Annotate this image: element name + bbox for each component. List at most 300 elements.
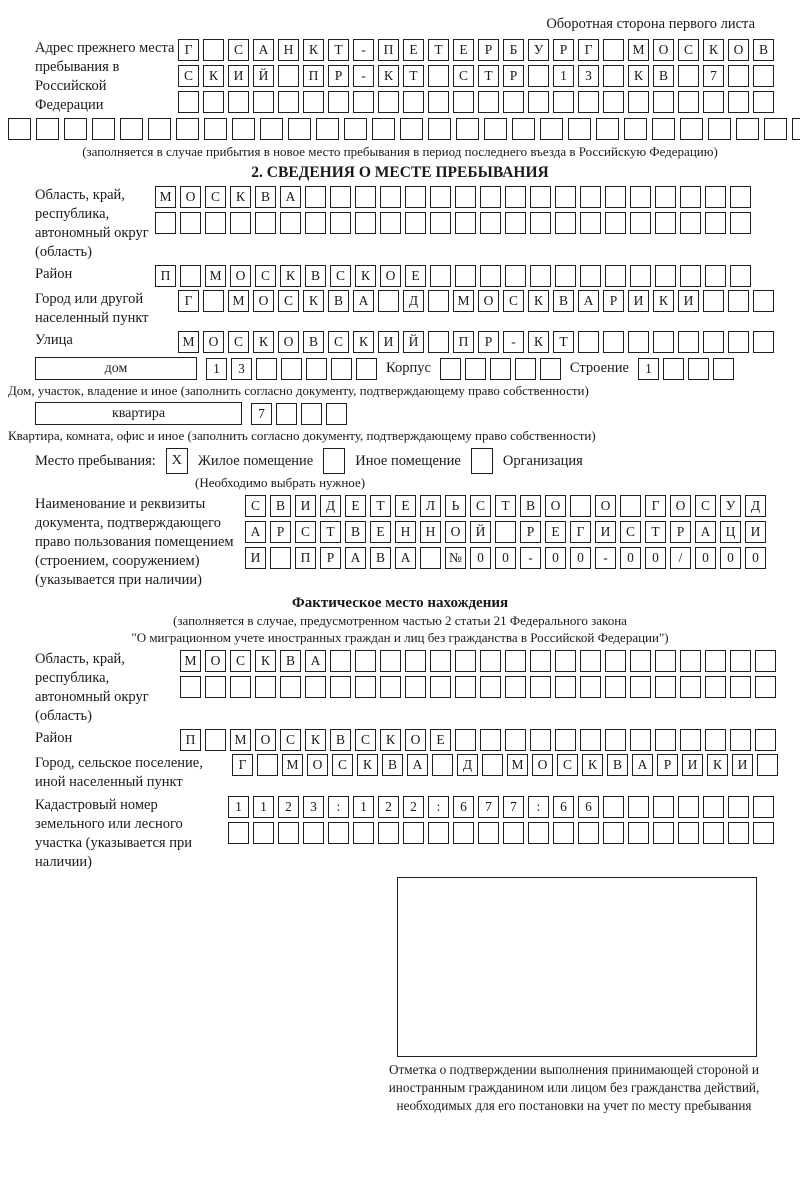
char-box[interactable] [278,65,299,87]
char-box[interactable] [257,754,278,776]
char-box[interactable] [540,358,561,380]
prev-address-row-1[interactable] [178,39,800,61]
char-box[interactable] [655,265,676,287]
char-box[interactable]: 0 [620,547,641,569]
char-box[interactable] [503,822,524,844]
char-box[interactable] [605,212,626,234]
char-box[interactable] [203,290,224,312]
char-box[interactable] [178,91,199,113]
char-box[interactable]: И [295,495,316,517]
checkbox-inoe-pomeshchenie[interactable] [323,448,345,474]
char-box[interactable] [92,118,115,140]
char-box[interactable] [755,650,776,672]
char-box[interactable] [428,118,451,140]
char-box[interactable] [430,186,451,208]
char-box[interactable]: Д [320,495,341,517]
char-box[interactable] [465,358,486,380]
char-box[interactable] [553,91,574,113]
char-box[interactable] [515,358,536,380]
char-box[interactable] [405,186,426,208]
char-box[interactable]: 1 [553,65,574,87]
char-box[interactable] [730,186,751,208]
char-box[interactable] [580,650,601,672]
char-box[interactable] [205,729,226,751]
char-box[interactable]: П [155,265,176,287]
char-box[interactable] [440,358,461,380]
char-box[interactable] [653,796,674,818]
char-box[interactable]: У [528,39,549,61]
char-box[interactable] [430,676,451,698]
char-box[interactable] [505,650,526,672]
char-box[interactable]: Р [270,521,291,543]
char-box[interactable] [306,358,327,380]
char-box[interactable] [512,118,535,140]
char-box[interactable] [680,729,701,751]
char-box[interactable]: Е [430,729,451,751]
char-box[interactable]: М [628,39,649,61]
document-row-1[interactable] [245,495,800,517]
char-box[interactable]: Р [603,290,624,312]
char-box[interactable]: О [255,729,276,751]
char-box[interactable] [603,39,624,61]
char-box[interactable]: В [753,39,774,61]
char-box[interactable] [480,650,501,672]
char-box[interactable]: М [178,331,199,353]
char-box[interactable] [688,358,709,380]
char-box[interactable]: Е [545,521,566,543]
char-box[interactable] [503,91,524,113]
char-box[interactable] [580,186,601,208]
char-box[interactable]: А [305,650,326,672]
char-box[interactable] [270,547,291,569]
char-box[interactable]: О [380,265,401,287]
char-box[interactable] [203,39,224,61]
char-box[interactable] [530,676,551,698]
char-box[interactable]: И [745,521,766,543]
char-box[interactable]: П [453,331,474,353]
char-box[interactable] [403,822,424,844]
char-box[interactable]: Л [420,495,441,517]
actual-city-row[interactable] [232,754,800,776]
char-box[interactable]: Р [553,39,574,61]
char-box[interactable]: А [280,186,301,208]
char-box[interactable] [344,118,367,140]
char-box[interactable] [260,118,283,140]
char-box[interactable] [280,676,301,698]
char-box[interactable]: Й [253,65,274,87]
char-box[interactable] [305,186,326,208]
char-box[interactable] [728,290,749,312]
char-box[interactable] [555,265,576,287]
char-box[interactable]: К [303,290,324,312]
char-box[interactable] [703,822,724,844]
char-box[interactable] [580,265,601,287]
char-box[interactable]: 2 [278,796,299,818]
char-box[interactable]: В [345,521,366,543]
char-box[interactable] [480,676,501,698]
char-box[interactable]: Б [503,39,524,61]
char-box[interactable]: М [180,650,201,672]
char-box[interactable] [728,65,749,87]
char-box[interactable]: С [695,495,716,517]
char-box[interactable] [678,91,699,113]
char-box[interactable] [630,729,651,751]
char-box[interactable] [331,358,352,380]
char-box[interactable]: 6 [553,796,574,818]
char-box[interactable]: К [305,729,326,751]
char-box[interactable] [372,118,395,140]
char-box[interactable] [703,91,724,113]
char-box[interactable]: Г [578,39,599,61]
char-box[interactable] [652,118,675,140]
char-box[interactable] [730,676,751,698]
char-box[interactable]: К [355,265,376,287]
char-box[interactable] [568,118,591,140]
char-box[interactable]: Г [232,754,253,776]
char-box[interactable] [453,91,474,113]
char-box[interactable] [708,118,731,140]
char-box[interactable]: 1 [638,358,659,380]
char-box[interactable] [753,65,774,87]
char-box[interactable] [495,521,516,543]
char-box[interactable]: Й [470,521,491,543]
char-box[interactable] [578,91,599,113]
char-box[interactable] [303,91,324,113]
stroenie-cells[interactable] [638,358,734,380]
char-box[interactable] [480,186,501,208]
char-box[interactable]: К [303,39,324,61]
char-box[interactable] [330,676,351,698]
char-box[interactable]: Д [457,754,478,776]
char-box[interactable]: В [328,290,349,312]
char-box[interactable]: К [255,650,276,672]
char-box[interactable]: Е [395,495,416,517]
char-box[interactable]: Т [370,495,391,517]
house-number-cells[interactable] [206,358,377,380]
char-box[interactable] [405,212,426,234]
char-box[interactable]: - [503,331,524,353]
char-box[interactable]: К [703,39,724,61]
char-box[interactable]: Р [478,331,499,353]
char-box[interactable]: Т [645,521,666,543]
char-box[interactable] [730,650,751,672]
char-box[interactable] [680,212,701,234]
char-box[interactable] [428,290,449,312]
char-box[interactable]: С [228,39,249,61]
char-box[interactable]: - [353,65,374,87]
char-box[interactable] [380,186,401,208]
char-box[interactable]: Н [278,39,299,61]
prev-address-row-3[interactable] [178,91,800,113]
char-box[interactable] [355,676,376,698]
char-box[interactable]: 3 [231,358,252,380]
prev-address-row-2[interactable] [178,65,800,87]
char-box[interactable]: И [732,754,753,776]
char-box[interactable]: И [245,547,266,569]
char-box[interactable]: Р [657,754,678,776]
char-box[interactable] [455,650,476,672]
char-box[interactable] [478,91,499,113]
char-box[interactable] [705,729,726,751]
char-box[interactable]: С [228,331,249,353]
korpus-cells[interactable] [440,358,561,380]
char-box[interactable] [353,91,374,113]
char-box[interactable]: С [245,495,266,517]
char-box[interactable] [205,212,226,234]
char-box[interactable] [736,118,759,140]
char-box[interactable] [505,212,526,234]
char-box[interactable]: П [378,39,399,61]
char-box[interactable] [628,796,649,818]
char-box[interactable]: С [330,265,351,287]
char-box[interactable]: К [628,65,649,87]
char-box[interactable] [655,186,676,208]
char-box[interactable]: - [595,547,616,569]
char-box[interactable]: С [332,754,353,776]
char-box[interactable]: 0 [570,547,591,569]
char-box[interactable] [330,186,351,208]
char-box[interactable] [630,212,651,234]
char-box[interactable] [478,822,499,844]
char-box[interactable]: 1 [228,796,249,818]
char-box[interactable] [482,754,503,776]
district-row[interactable] [155,265,800,287]
char-box[interactable] [430,650,451,672]
char-box[interactable]: 7 [703,65,724,87]
char-box[interactable] [630,265,651,287]
char-box[interactable] [555,212,576,234]
char-box[interactable]: 0 [695,547,716,569]
char-box[interactable]: Т [320,521,341,543]
char-box[interactable] [730,212,751,234]
char-box[interactable] [753,290,774,312]
char-box[interactable] [728,796,749,818]
char-box[interactable]: 6 [453,796,474,818]
char-box[interactable]: О [253,290,274,312]
char-box[interactable] [578,822,599,844]
char-box[interactable] [703,796,724,818]
char-box[interactable] [555,186,576,208]
char-box[interactable]: С [230,650,251,672]
checkbox-organizatsiya[interactable] [471,448,493,474]
char-box[interactable] [528,65,549,87]
char-box[interactable]: Т [403,65,424,87]
char-box[interactable] [180,676,201,698]
char-box[interactable] [705,265,726,287]
char-box[interactable] [705,676,726,698]
char-box[interactable] [680,186,701,208]
char-box[interactable]: № [445,547,466,569]
char-box[interactable] [400,118,423,140]
apartment-type-field[interactable]: квартира [35,402,242,425]
char-box[interactable]: 0 [720,547,741,569]
char-box[interactable] [792,118,800,140]
char-box[interactable] [653,91,674,113]
char-box[interactable] [420,547,441,569]
char-box[interactable]: С [280,729,301,751]
char-box[interactable] [278,91,299,113]
region-row-2[interactable] [155,212,800,234]
char-box[interactable]: 3 [303,796,324,818]
char-box[interactable] [603,331,624,353]
char-box[interactable] [155,212,176,234]
char-box[interactable] [253,91,274,113]
char-box[interactable]: Т [478,65,499,87]
char-box[interactable] [730,265,751,287]
char-box[interactable] [455,676,476,698]
char-box[interactable]: Е [405,265,426,287]
char-box[interactable]: К [653,290,674,312]
char-box[interactable] [328,91,349,113]
char-box[interactable] [356,358,377,380]
char-box[interactable]: : [528,796,549,818]
char-box[interactable]: О [532,754,553,776]
char-box[interactable]: Т [428,39,449,61]
char-box[interactable] [603,91,624,113]
char-box[interactable]: : [428,796,449,818]
char-box[interactable]: А [407,754,428,776]
char-box[interactable]: С [278,290,299,312]
char-box[interactable] [705,650,726,672]
char-box[interactable] [680,265,701,287]
char-box[interactable] [378,290,399,312]
house-type-field[interactable]: дом [35,357,197,380]
char-box[interactable] [330,650,351,672]
char-box[interactable] [328,822,349,844]
char-box[interactable]: 6 [578,796,599,818]
char-box[interactable]: В [255,186,276,208]
char-box[interactable] [355,186,376,208]
char-box[interactable] [120,118,143,140]
char-box[interactable] [228,91,249,113]
char-box[interactable]: В [303,331,324,353]
char-box[interactable]: / [670,547,691,569]
char-box[interactable] [528,822,549,844]
char-box[interactable]: 3 [578,65,599,87]
char-box[interactable] [555,650,576,672]
city-row[interactable] [178,290,800,312]
char-box[interactable]: А [632,754,653,776]
char-box[interactable] [326,403,347,425]
char-box[interactable] [755,676,776,698]
char-box[interactable]: : [328,796,349,818]
char-box[interactable] [255,676,276,698]
char-box[interactable] [8,118,31,140]
char-box[interactable]: О [307,754,328,776]
char-box[interactable]: К [357,754,378,776]
char-box[interactable]: С [205,186,226,208]
char-box[interactable]: К [353,331,374,353]
char-box[interactable] [728,331,749,353]
char-box[interactable]: 0 [545,547,566,569]
char-box[interactable]: И [678,290,699,312]
char-box[interactable]: С [328,331,349,353]
char-box[interactable] [378,91,399,113]
char-box[interactable] [580,676,601,698]
char-box[interactable]: К [253,331,274,353]
char-box[interactable]: И [682,754,703,776]
char-box[interactable] [730,729,751,751]
char-box[interactable]: О [405,729,426,751]
char-box[interactable] [653,822,674,844]
char-box[interactable] [713,358,734,380]
char-box[interactable]: К [230,186,251,208]
char-box[interactable]: 2 [378,796,399,818]
cadastral-row-1[interactable] [228,796,800,818]
char-box[interactable] [628,331,649,353]
char-box[interactable] [281,358,302,380]
char-box[interactable] [624,118,647,140]
char-box[interactable] [480,212,501,234]
char-box[interactable] [630,650,651,672]
char-box[interactable] [570,495,591,517]
char-box[interactable] [430,265,451,287]
char-box[interactable]: М [507,754,528,776]
char-box[interactable] [430,212,451,234]
char-box[interactable]: О [653,39,674,61]
char-box[interactable]: С [503,290,524,312]
char-box[interactable] [605,676,626,698]
char-box[interactable]: И [378,331,399,353]
char-box[interactable]: Е [345,495,366,517]
char-box[interactable]: Г [178,39,199,61]
char-box[interactable] [203,91,224,113]
char-box[interactable]: В [520,495,541,517]
char-box[interactable]: Р [503,65,524,87]
char-box[interactable] [578,331,599,353]
char-box[interactable]: М [230,729,251,751]
char-box[interactable] [603,796,624,818]
char-box[interactable]: - [520,547,541,569]
char-box[interactable]: Г [178,290,199,312]
char-box[interactable] [205,676,226,698]
char-box[interactable]: О [445,521,466,543]
char-box[interactable] [148,118,171,140]
char-box[interactable] [555,729,576,751]
char-box[interactable]: А [695,521,716,543]
char-box[interactable]: А [353,290,374,312]
char-box[interactable]: А [245,521,266,543]
char-box[interactable]: 7 [478,796,499,818]
char-box[interactable]: А [345,547,366,569]
char-box[interactable] [680,118,703,140]
char-box[interactable] [596,118,619,140]
char-box[interactable] [603,65,624,87]
char-box[interactable] [705,212,726,234]
char-box[interactable]: Т [328,39,349,61]
char-box[interactable] [505,676,526,698]
char-box[interactable]: У [720,495,741,517]
char-box[interactable] [764,118,787,140]
char-box[interactable]: Т [495,495,516,517]
char-box[interactable] [484,118,507,140]
char-box[interactable]: К [378,65,399,87]
char-box[interactable] [753,331,774,353]
char-box[interactable] [432,754,453,776]
char-box[interactable] [480,729,501,751]
char-box[interactable] [176,118,199,140]
char-box[interactable]: 1 [206,358,227,380]
char-box[interactable] [505,729,526,751]
char-box[interactable] [480,265,501,287]
char-box[interactable]: Н [420,521,441,543]
char-box[interactable] [580,729,601,751]
char-box[interactable]: О [203,331,224,353]
region-row-1[interactable] [155,186,800,208]
char-box[interactable]: О [670,495,691,517]
street-row[interactable] [178,331,800,353]
char-box[interactable]: В [305,265,326,287]
